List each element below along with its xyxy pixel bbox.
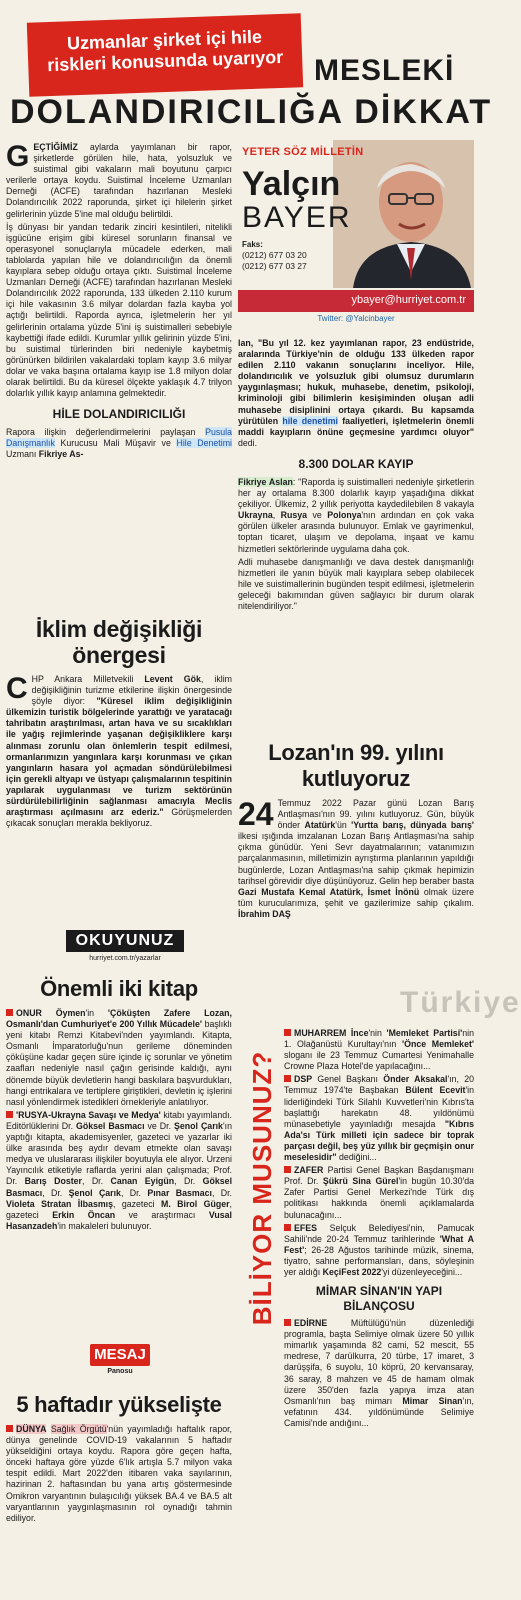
books-item-1 [6, 1008, 232, 1108]
biliyor-musunuz-banner [242, 1018, 282, 1358]
person-name: Atatürk [304, 820, 336, 831]
article-fraud-quote [238, 338, 474, 449]
lead-word: EÇTİĞİMİZ [33, 142, 78, 152]
drop-cap: C [6, 672, 28, 705]
subheading-fraud: HİLE DOLANDIRICILIĞI [52, 407, 186, 422]
separator: , Dr. [81, 1176, 111, 1187]
mesaj-sub-label: Panosu [107, 1368, 133, 1375]
paragraph-text: dedi. [238, 437, 258, 448]
paragraph-text: Temmuz 2022 Pazar günü Lozan Barış Antlaşması'nın 99. yılını kutluyoruz. Gün, büyük önder [277, 798, 474, 831]
paragraph-text: Görüşmelerden çıkacak sonuçları merakla bekliyoruz. [6, 807, 233, 829]
covid-title: 5 haftadır yükselişte [16, 1392, 222, 1417]
person-name: Pınar Basmacı [147, 1187, 212, 1198]
paragraph-text: ; 26-28 Ağustos tarihinde müzik, sinema, tiyatro, sahne performansları, dans, söyleşinin yer aldığı [284, 1244, 474, 1277]
bullet-icon [6, 1111, 13, 1118]
paragraph-text: başlıklı yeni kitabı Remzi Kitabevi'nden yayımlandı. Kitapta, Osmanlı İmparatorluğu'nun gerileme döneminden çöküşüne kadar geçen süre içinde iç sorunlar ve yönetim zaafları nedeniyle nasıl çağın gerisinde kaldığı, aynı dönemde büyük devletlerin hangi baskılara başvurdukları, hangi entrikalara ve tertiplere giriştikleri, devletin iç işlerini nasıl yönlendirmek istedikleri örnekleriyle anlatılıyor. [6, 1019, 232, 1107]
separator: ve araştırmacı [115, 1209, 209, 1220]
books-item-2 [6, 1110, 232, 1232]
fax-number-1: (0212) 677 03 20 [242, 250, 307, 260]
person-name: MUHARREM İnce [294, 1028, 369, 1038]
person-name: Göksel Basmacı [6, 1176, 233, 1198]
article-fraud-paragraph-1 [6, 142, 232, 220]
separator: ve [307, 510, 328, 521]
article-fraud-paragraph-5: Adli muhasebe danışmanlığı ve dava destek danışmanlığı hizmetleri ile yanın büyük mali kayıplara sebep olabilecek hile ve suistimallerinin bugünden tespit edilmesi, işletmelerin geleceği bakımından güven sağlayıcı bir durum olarak nitelendiriliyor." [238, 556, 474, 611]
dyk-item-4 [284, 1223, 474, 1278]
drop-cap: G [6, 140, 30, 173]
person-name: Şükrü Sina Gürel [322, 1176, 399, 1187]
climate-body [6, 674, 232, 829]
fax-numbers [242, 250, 307, 272]
columnist-twitter[interactable]: Twitter: @Yalcinbayer [317, 314, 395, 323]
article-lozan [238, 740, 474, 920]
person-name: M. Birol Güger [161, 1198, 230, 1209]
columnist-photo [333, 140, 474, 288]
highlight-organization: Sağlık Örgütü [50, 1424, 107, 1434]
subheading-mimar-sinan: MİMAR SİNAN'IN YAPI BİLANÇOSU [315, 1284, 443, 1314]
person-name: Violeta Stratan İlbasmış [6, 1198, 113, 1209]
book-title: 'Çöküşten Zafere Lozan, Osmanlı'dan Cumhuriyet'e 200 Yıllık Mücadele' [6, 1008, 232, 1030]
mesaj-panosu-logo [90, 1344, 150, 1390]
quote-text: faaliyetleri, işletmelerin önemli maddi kayıpların önüne geçmesine yardımcı oluyor" [238, 415, 474, 437]
paragraph-text: dediğini... [336, 1152, 377, 1163]
bullet-icon [6, 1009, 13, 1016]
separator: , [272, 510, 281, 521]
paragraph-text: Kurucusu Mali Müşavir ve [54, 438, 177, 449]
paragraph-text: Rapora ilişkin değerlendirmelerini paylaşan [6, 427, 206, 438]
article-fraud-left [6, 142, 232, 460]
person-name: Erkin Öncan [52, 1209, 116, 1220]
separator: , Dr. [211, 1187, 232, 1198]
okuyunuz-url[interactable]: hurriyet.com.tr/yazarlar [89, 955, 161, 962]
highlight-company: Pusula Danışmanlık [6, 427, 232, 449]
paragraph-text: kitabı yayımlandı. Editörlüklerini Dr. [6, 1109, 232, 1131]
separator: , Dr. [174, 1176, 203, 1187]
column-tag: YETER SÖZ MİLLETİN [242, 146, 364, 158]
paragraph-text: 'ın yaptığı kitapta, akademisyenler, gazeteci ve yazarlar iki ülke arasında beş aydır devam etmekte olan savaşı medya ve uluslararası ilişkiler boyutuyla ele alıyor. Urzeni Yayıncılık etiketiyle raflarda yerini alan çalışmada; Prof. Dr. [6, 1120, 232, 1187]
paragraph-text: 'nün yayımladığı haftalık rapor, dünya genelinde COVID-19 vakalarının 5 haftadır yükseldiğini ortaya koydu. Rapora göre geçen hafta, önceki haftaya göre yüzde 6'lık artışla 5.7 milyon vaka tespit edildi. Mart 2022'den itibaren vaka sayılarının, hazirinan 2. haftasından bu yana artış göstermesinde Omikron varyantının bulaşıcılığı yüksek BA.4 ve BA.5 alt varyantlarının yaygınlaşmasının rol oynadığı tahmin ediliyor. [6, 1424, 232, 1523]
article-did-you-know [284, 1028, 474, 1429]
paragraph-text: nin 1. Olağanüstü Kurultayı'nın [284, 1028, 474, 1050]
article-fraud-paragraph-2: İş dünyası bir yandan tedarik zinciri kesintileri, nitelikli işgücüne erişim gibi küresel sorunların finansal ve operasyonel sonuçlarıyla mücadele ederken, mali tablolarda yapılan hile ve dolandırıcılığın da önemli kayıplara sebep olduğu ortaya çıktı. Suistimal İnceleme Uzmanları Derneği (ACFE) tarafından hazırlanan Mesleki Dolandırıcılık 2022 raporunda, 133 ülkeden 2.110 kurum içi hile vakasının 3.6 milyar dolardan fazla kayba yol açtığı belirtildi. Raporda ayrıca, işletmelerin her yıl gelirlerinin ortalama yüzde 5'ini iş suistimalleri sebebiyle kaybettiği ifade edildi. Kurumlar yıllık gelirinin yüzde 5'ini, bu suistimal türlerinden biri nedeniyle kaybetmiş görünürken bildirilen vakalardaki toplam kayıp 3.6 milyar dolar ve vaka başına ortalama kayıp ise 1.8 milyon dolar olarak belirtildi. Bu da küresel ölçekte yaklaşık 4.7 trilyon dolarlık yıllık kayıp anlamına gelmektedir. [6, 221, 232, 399]
place-name: EFES [294, 1222, 317, 1233]
person-name: Vusal Hasanzadeh [6, 1209, 232, 1231]
article-climate [6, 616, 232, 829]
paragraph-text: , iklim değişikliğinin turizme etkilerine ilişkin önergesinde şöyle diyor: [31, 674, 232, 707]
kicker-line-2: riskleri konusunda uyarıyor [46, 46, 284, 76]
article-fraud-right [238, 338, 474, 612]
dyk-item-5 [284, 1318, 474, 1429]
quote-text: "Küresel iklim değişikliğinin ülkemizin turistik bölgelerinde yarattığı ve yaratacağı tahribatın araştırılması, artan hava ve su sıcaklıkları ile yağış rejimlerinde yaşanan değişikliklere karşı alınması zorunlu olan önlemlerin tespit edilmesi, ormanlarımızın yangınlara karşı korunması ve çıkan yangınların hasara yol açmadan söndürülebilmesi için gerekli altyapı ve üstyapı çalışmalarının tespitinin yapılarak uygulanması ve turizm sektörünün sürdürülebilirliğinin sağlanması amacıyla Meclis araştırması açılmasını arz ederiz." [6, 696, 232, 818]
headline-line-2: DOLANDIRICILIĞA DİKKAT [10, 93, 493, 131]
country-name: Ukrayna [238, 510, 273, 521]
books-title: Önemli iki kitap [40, 976, 198, 1001]
fax-label: Faks: [242, 240, 263, 249]
slogan: 'Önce Memleket' [402, 1039, 474, 1050]
person-name: Önder Aksakal [383, 1074, 448, 1085]
paragraph-text: 'yi düzenleyeceğini... [381, 1266, 463, 1277]
party-name: ZAFER [294, 1165, 324, 1176]
okuyunuz-logo [66, 930, 184, 970]
lozan-title: Lozan'ın 99. yılını kutluyoruz [268, 740, 444, 791]
columnist-email[interactable]: ybayer@hurriyet.com.tr [238, 290, 474, 312]
person-name: Barış Doster [24, 1176, 82, 1187]
dyk-item-3 [284, 1165, 474, 1220]
mesaj-label: MESAJ [90, 1344, 150, 1366]
headline-line-1: MESLEKİ [314, 54, 455, 87]
lozan-body [238, 798, 474, 920]
book-title: 'RUSYA-Ukrayna Savaşı ve Medya' [16, 1109, 161, 1120]
paragraph-text: : "Raporda iş suistimalleri nedeniyle şirketlerin her ay ortalama 8.300 dolarlık kayıp yaşadığına dikkat çekiliyor. Ülkemiz, 2 yıllık periyotta kaydedilebilen 8 vakayla [238, 476, 474, 510]
person-name: Mimar Sinan [402, 1395, 463, 1406]
person-name: Bülent Ecevit [405, 1085, 466, 1096]
person-name: ONUR Öymen [16, 1008, 86, 1018]
paragraph-text: sloganı ile 23 Temmuz Cumartesi Yenimahalle Crowne Plaza Hotel'de yapılacağını... [284, 1050, 474, 1072]
bullet-icon [284, 1029, 291, 1036]
article-fraud-paragraph-3 [6, 427, 232, 460]
headline-kicker [27, 13, 303, 97]
bullet-icon [284, 1224, 291, 1231]
paragraph-text: 'in makaleleri bulunuyor. [57, 1220, 152, 1231]
country-name: Polonya [327, 510, 362, 521]
separator: , gazeteci [6, 1198, 232, 1220]
paragraph-text: Uzmanı [6, 449, 39, 460]
highlight-audit: hile denetimi [282, 415, 338, 426]
bullet-icon [284, 1319, 291, 1326]
covid-body [6, 1424, 232, 1524]
bullet-icon [284, 1166, 291, 1173]
paragraph-text: 'in liderliğindeki Türk Silahlı Kuvvetleri'nin Kıbrıs'ta başlattığı harekatın 48. yıldönümü münasebetiyle yayınladığı mesajda [284, 1085, 474, 1129]
climate-title: İklim değişikliği önergesi [35, 616, 203, 668]
faded-word: Türkiye [400, 986, 521, 1019]
highlight-organization: DÜNYA [16, 1424, 47, 1434]
country-name: Rusya [280, 510, 308, 521]
person-names: Gazi Mustafa Kemal Atatürk, İsmet İnönü [238, 886, 420, 897]
event-name: 'What A Fest' [284, 1233, 475, 1255]
party-name: 'Memleket Partisi' [386, 1028, 463, 1038]
article-books [6, 976, 232, 1232]
paragraph-text: Selçuk Belediyesi'nin, Pamucak Sahili'nde 20-24 Temmuz tarihlerinde [284, 1222, 474, 1244]
biliyor-musunuz-label: BİLİYOR MUSUNUZ? [247, 1050, 277, 1326]
bullet-icon [284, 1075, 291, 1082]
paragraph-text: ve Dr. [144, 1120, 175, 1131]
columnist-first-name: Yalçın [242, 165, 341, 203]
event-name: KeçiFest 2022 [322, 1266, 382, 1277]
person-name: Canan Eyigün [110, 1176, 175, 1187]
paragraph-text: 'nin [368, 1028, 387, 1038]
paragraph-text: olmak üzere tüm kurucularımıza, şehit ve gazilerimize sahip çıkalım. [238, 886, 474, 908]
paragraph-text: Partisi Genel Başkan Başdanışmanı Prof. Dr. [284, 1165, 474, 1187]
paragraph-text: HP Ankara Milletvekili [31, 674, 145, 684]
person-name: Fikriye As- [38, 449, 84, 460]
paragraph-text: 'ın, vefatının 434. yıldönümünde Selimiye Camisi'nde andığını... [284, 1395, 474, 1428]
kicker-line-1: Uzmanlar şirket içi hile [66, 26, 263, 54]
person-name: Göksel Basmacı [76, 1120, 145, 1131]
person-name: lan [238, 338, 251, 348]
bullet-icon [6, 1425, 13, 1432]
quote-text: "Kıbrıs Ada'sı Türk milleti için sadece bir toprak parçası değil, beş yüz yıllık bir geçmişin onur meselesidir" [284, 1118, 474, 1163]
person-name: Şenol Çarık [174, 1120, 223, 1131]
dyk-item-1 [284, 1028, 474, 1072]
paragraph-text: 'ün [335, 820, 352, 831]
okuyunuz-label: OKUYUNUZ [66, 930, 184, 952]
quote-text: , "Bu yıl 12. kez yayımlanan rapor, 23 endüstride, aralarında Türkiye'nin de olduğu 133 ülkeden rapor edilen 2.110 vakanın sonuçlarını inceliyor. Hile, dolandırıcılık ve yolsuzluk gibi olumsuz durumların yaygınlaşması; hukuk, muhasebe, denetim, psikoloji, kriminoloji gibi bilimlerin kesişiminden oluşan adli muhasebe disiplinini ortaya çıkardı. Bu kapsamda yürütülen [238, 338, 474, 426]
columnist-last-name: BAYER [242, 201, 352, 234]
paragraph-text: 'ın, 20 Temmuz 1974'te Başbakan [284, 1074, 474, 1096]
motto-text: 'Yurtta barış, dünyada barış' [351, 820, 474, 831]
person-name: Şenol Çarık [68, 1187, 121, 1198]
paragraph-text: 'nın ardından en çok vaka görülen ülkeler arasında bulunuyor. Emlak ve gayrimenkul, toptan ticaret, ulaşım ve depolama, inşaat ve kamu hizmetleri sektörlerinde uygulama daha çok. [238, 510, 475, 554]
paragraph-text: 'in bugün 10.30'da Zafer Partisi Genel Merkezi'nde Türk dış politikası hakkında önemli açıklamalarda bulunacağını... [284, 1176, 474, 1220]
paragraph-text: Genel Başkanı [312, 1074, 384, 1085]
paragraph-text: aylarda yayımlanan bir rapor, şirketlerde görülen hile, hata, yolsuzluk ve suistimal gibi vakaların mali boyutunu çarpıcı verilerle ortaya koydu. Suistimal İnceleme Uzmanları Derneği (ACFE) tarafından hazırlanan Mesleki Dolandırıcılık 2022 raporunda, şirket içi hilelerin şirket gelirlerinin yüzde 5'ine mal olduğu belirtildi. [6, 142, 232, 219]
dyk-item-2 [284, 1074, 474, 1163]
columnist-box [238, 140, 474, 336]
paragraph-text: ilkesi ışığında imzalanan Lozan Barış Antlaşması'na sahip çıkma günüdür. Yeni Sevr dayatmalarının; vatanımızın parçalanmasının, milletimizin ayrıştırma planlarının yapıldığı bugünlerde, Lozan Antlaşması'na sahip çıkmak hepimizin tarihsel görevidir diye düşünüyoruz. Gelin hep beraber basta [238, 831, 474, 886]
person-name: Levent Gök [144, 674, 201, 684]
place-name: EDİRNE [294, 1318, 328, 1329]
party-name: DSP [294, 1074, 313, 1085]
highlight-person: Fikriye Aslan [238, 476, 293, 487]
separator: , Dr. [42, 1187, 69, 1198]
article-covid [6, 1392, 232, 1524]
highlight-audit: Hile Denetimi [176, 438, 232, 449]
portrait-illustration [333, 140, 474, 288]
paragraph-text: 'in [85, 1008, 108, 1018]
article-fraud-paragraph-4 [238, 477, 474, 555]
paragraph-text: Müftülüğü'nün düzenlediği programla, başta Selimiye olmak üzere 50 yıllık mimarlık yaşamında 82 cami, 52 mescit, 55 medrese, 7 darülkurra, 20 türbe, 17 imaret, 3 darüşşifa, 6 suyolu, 10 köprü, 20 kervansaray, 36 saray, 8 mahzen ve 45 de hamam olmak üzere 350'den fazla yapıya imza atan Osmanlı'nın baş mimarı [284, 1318, 474, 1406]
author-signature: İbrahim DAŞ [238, 908, 291, 919]
separator: , Dr. [120, 1187, 148, 1198]
separator: , gazeteci [113, 1198, 162, 1209]
fax-number-2: (0212) 677 03 27 [242, 261, 307, 271]
drop-cap: 24 [238, 796, 274, 832]
subheading-loss: 8.300 DOLAR KAYIP [298, 456, 414, 471]
